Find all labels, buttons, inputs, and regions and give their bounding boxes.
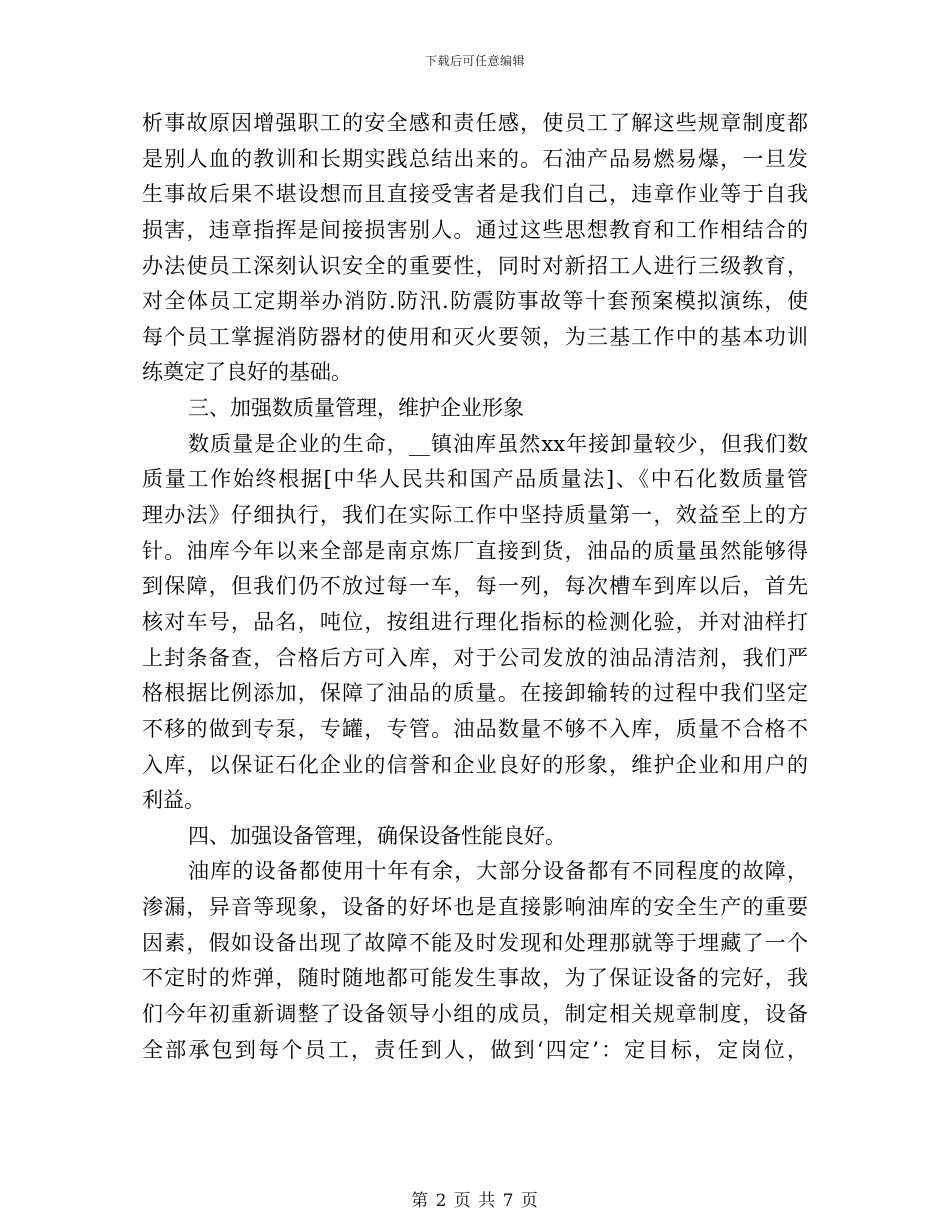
paragraph-line: 针。油库今年以来全部是南京炼厂直接到货，油品的质量虽然能够得 (142, 538, 808, 563)
paragraph-line: 们今年初重新调整了设备领导小组的成员，制定相关规章制度，设备 (142, 1002, 808, 1027)
paragraph-line: 入库，以保证石化企业的信誉和企业良好的形象，维护企业和用户的 (142, 752, 808, 777)
paragraph-line: 格根据比例添加，保障了油品的质量。在接卸输转的过程中我们坚定 (142, 681, 808, 706)
paragraph-line: 办法使员工深刻认识安全的重要性，同时对新招工人进行三级教育， (142, 253, 808, 278)
section-heading: 三、加强数质量管理，维护企业形象 (188, 396, 524, 421)
paragraph-line: 到保障，但我们仍不放过每一车，每一列，每次槽车到库以后，首先 (142, 574, 808, 599)
paragraph-line: 练奠定了良好的基础。 (142, 360, 352, 385)
paragraph-line: 质量工作始终根据[中华人民共和国产品质量法]、《中石化数质量管 (142, 467, 808, 492)
paragraph-line: 每个员工掌握消防器材的使用和灭火要领，为三基工作中的基本功训 (142, 324, 808, 349)
paragraph-line: 对全体员工定期举办消防.防汛.防震防事故等十套预案模拟演练，使 (142, 289, 808, 314)
paragraph-line: 利益。 (142, 788, 205, 813)
paragraph-line: 数质量是企业的生命，__镇油库虽然xx年接卸量较少，但我们数 (188, 431, 808, 456)
page-number: 第 2 页 共 7 页 (411, 1191, 539, 1211)
paragraph-line: 理办法》仔细执行，我们在实际工作中坚持质量第一，效益至上的方 (142, 503, 808, 528)
paragraph-line: 生事故后果不堪设想而且直接受害者是我们自己，违章作业等于自我 (142, 182, 808, 207)
document-body (142, 106, 808, 1068)
paragraph-line: 核对车号，品名，吨位，按组进行理化指标的检测化验，并对油样打 (142, 609, 808, 634)
paragraph-line: 渗漏，异音等现象，设备的好坏也是直接影响油库的安全生产的重要 (142, 895, 808, 920)
paragraph-line: 全部承包到每个员工，责任到人，做到‘四定’：定目标，定岗位， (142, 1037, 808, 1062)
paragraph-line: 油库的设备都使用十年有余，大部分设备都有不同程度的故障， (188, 859, 808, 884)
paragraph-line: 析事故原因增强职工的安全感和责任感，使员工了解这些规章制度都 (142, 111, 808, 135)
paragraph-line: 不定时的炸弹，随时随地都可能发生事故，为了保证设备的完好，我 (142, 966, 808, 991)
paragraph-line: 是别人血的教训和长期实践总结出来的。石油产品易燃易爆，一旦发 (142, 146, 808, 171)
paragraph-line: 损害，违章指挥是间接损害别人。通过这些思想教育和工作相结合的 (142, 217, 808, 242)
paragraph-line: 因素，假如设备出现了故障不能及时发现和处理那就等于埋藏了一个 (142, 930, 808, 955)
paragraph-line: 上封条备查，合格后方可入库，对于公司发放的油品清洁剂，我们严 (142, 645, 808, 670)
section-heading: 四、加强设备管理，确保设备性能良好。 (188, 823, 566, 848)
page-header: 下载后可任意编辑 (424, 54, 525, 68)
paragraph-line: 不移的做到专泵，专罐，专管。油品数量不够不入库，质量不合格不 (142, 716, 808, 741)
